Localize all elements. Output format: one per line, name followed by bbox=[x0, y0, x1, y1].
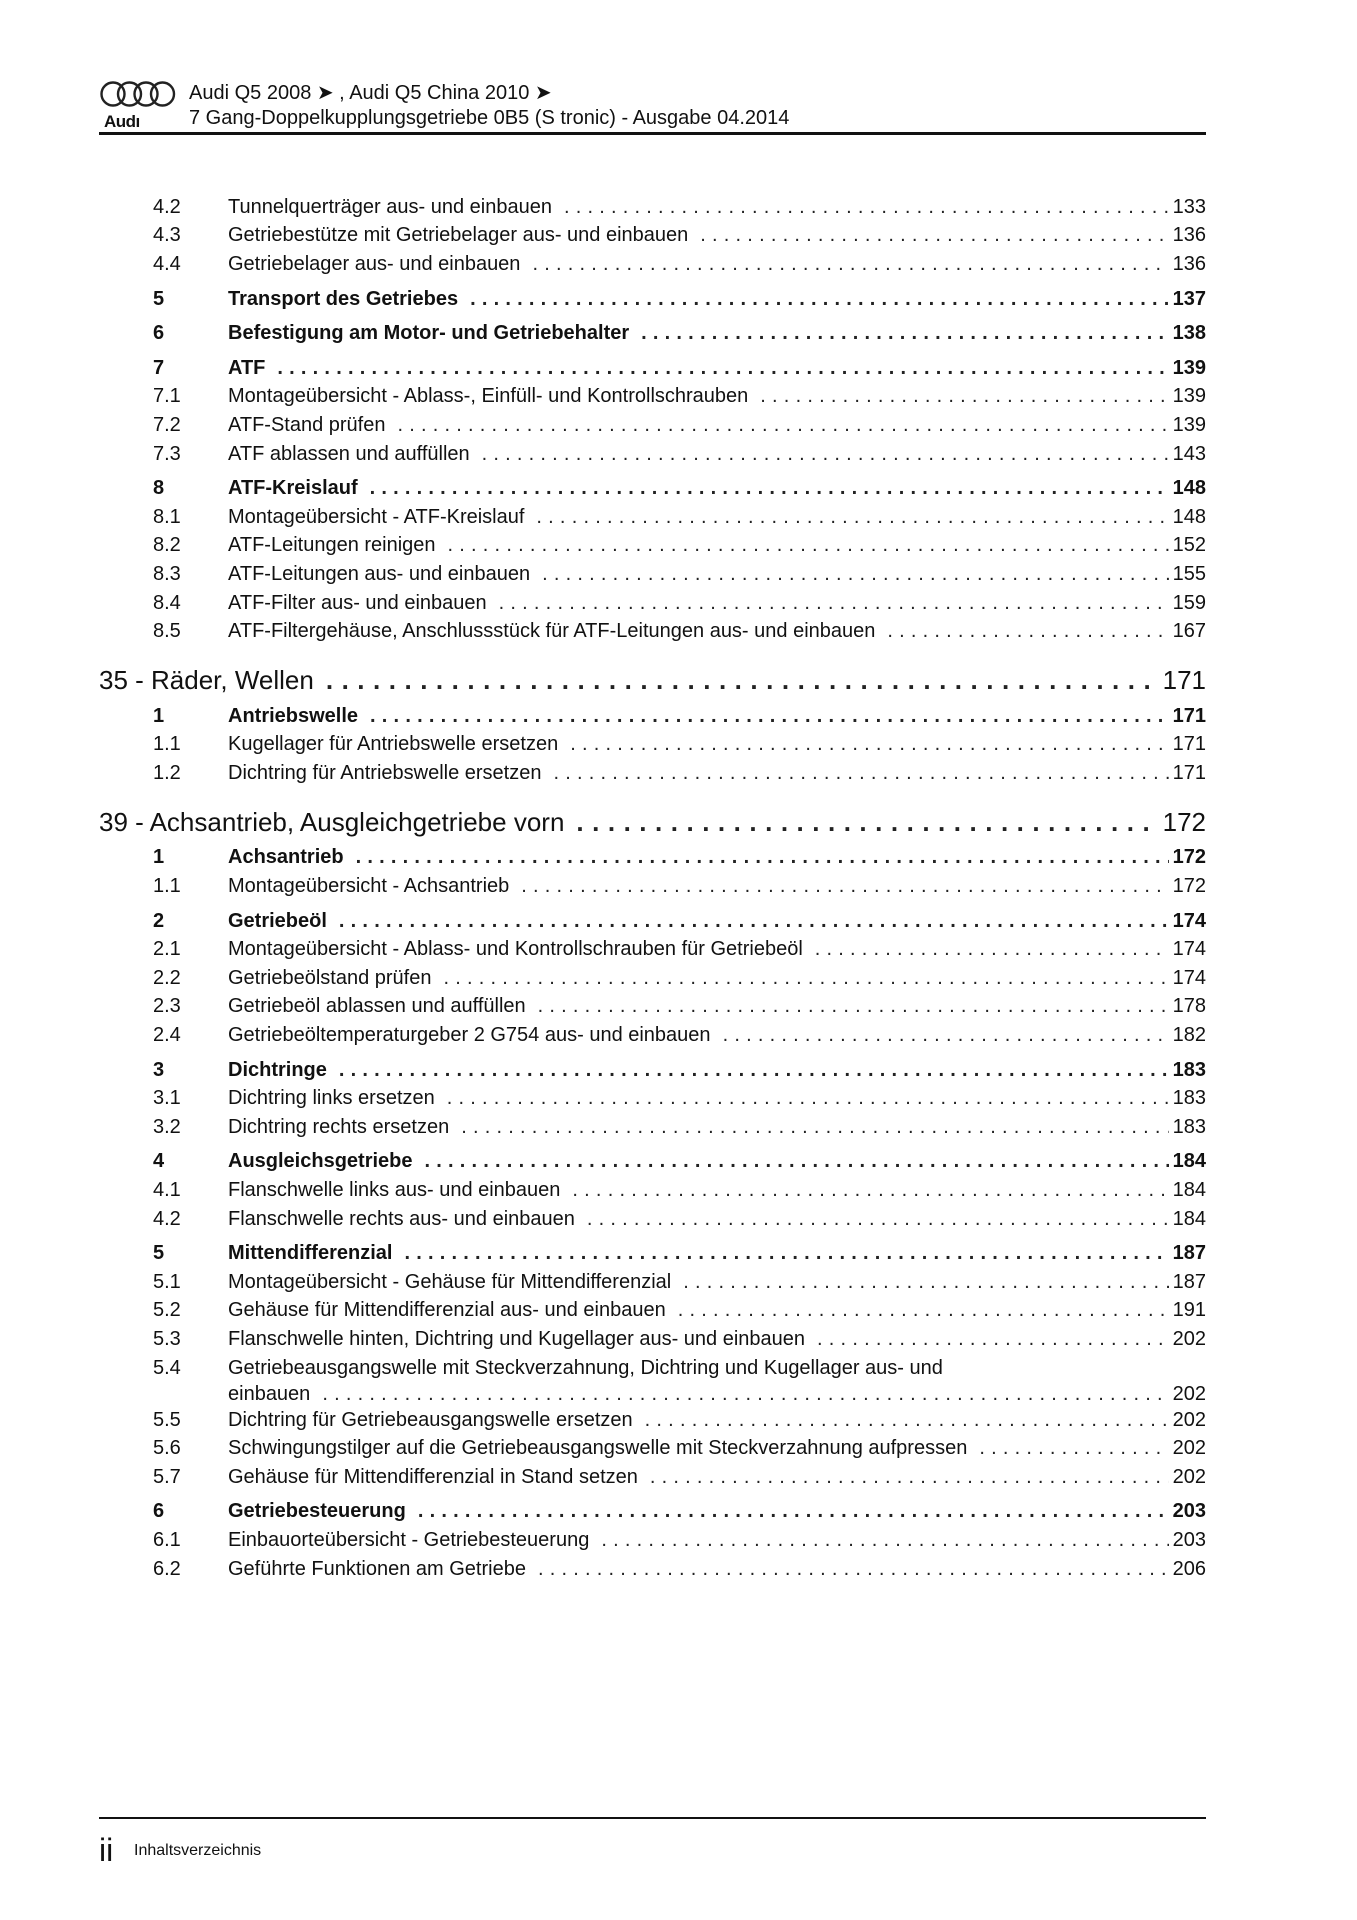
toc-entry[interactable] bbox=[99, 935, 1206, 964]
toc-entry-page: 184 bbox=[1172, 1179, 1206, 1202]
toc-entry-page: 202 bbox=[1172, 1327, 1206, 1350]
toc-entry-page: 143 bbox=[1172, 442, 1206, 465]
footer-divider bbox=[99, 1817, 1206, 1819]
toc-entry-page: 203 bbox=[1172, 1500, 1206, 1523]
toc-entry-title: Dichtring links ersetzen bbox=[228, 1087, 435, 1110]
toc-entry-number: 7.2 bbox=[153, 413, 181, 436]
toc-entry-number: 6.1 bbox=[153, 1528, 181, 1551]
toc-entry-title: 39 - Achsantrieb, Ausgleichgetriebe vorn bbox=[99, 806, 565, 837]
toc-entry-page: 184 bbox=[1172, 1207, 1206, 1230]
dot-leader bbox=[641, 322, 1168, 345]
toc-entry[interactable] bbox=[99, 1354, 1206, 1406]
toc-entry[interactable] bbox=[99, 1239, 1206, 1268]
toc-entry[interactable] bbox=[99, 1021, 1206, 1050]
dot-leader bbox=[576, 807, 1158, 838]
dot-leader bbox=[339, 1059, 1169, 1082]
toc-entry-number: 3 bbox=[153, 1058, 165, 1081]
dot-leader bbox=[587, 1208, 1169, 1231]
toc-entry-number: 8.1 bbox=[153, 505, 181, 528]
toc-entry[interactable] bbox=[99, 354, 1206, 383]
toc-entry-page: 191 bbox=[1172, 1299, 1206, 1322]
toc-entry-number: 2.4 bbox=[153, 1024, 181, 1047]
dot-leader bbox=[979, 1437, 1168, 1460]
toc-entry-number: 4.4 bbox=[153, 252, 181, 275]
toc-entry[interactable] bbox=[99, 285, 1206, 314]
dot-leader bbox=[470, 288, 1169, 311]
toc-entry-title: Montageübersicht - Ablass- und Kontrollschrauben für Getriebeöl bbox=[228, 938, 803, 961]
dot-leader bbox=[447, 1087, 1169, 1110]
dot-leader bbox=[723, 1024, 1169, 1047]
toc-entry-page: 148 bbox=[1172, 477, 1206, 500]
toc-entry-number: 1.2 bbox=[153, 761, 181, 784]
toc-entry-page: 171 bbox=[1172, 733, 1206, 756]
toc-entry-number: 4.2 bbox=[153, 1207, 181, 1230]
toc-entry-number: 5.7 bbox=[153, 1465, 181, 1488]
toc-entry-title: ATF-Filter aus- und einbauen bbox=[228, 591, 487, 614]
dot-leader bbox=[482, 443, 1169, 466]
toc-entry-number: 2 bbox=[153, 909, 165, 932]
toc-entry-page: 187 bbox=[1172, 1270, 1206, 1293]
toc-entry[interactable] bbox=[99, 731, 1206, 760]
toc-entry-number: 5.5 bbox=[153, 1408, 181, 1431]
toc-entry-title: Getriebelager aus- und einbauen bbox=[228, 252, 521, 275]
toc-entry-title: Geführte Funktionen am Getriebe bbox=[228, 1557, 526, 1580]
header-vehicle-line: Audi Q5 2008 ➤ , Audi Q5 China 2010 ➤ bbox=[189, 82, 552, 104]
toc-entry[interactable] bbox=[99, 759, 1206, 788]
dot-leader bbox=[700, 224, 1168, 247]
toc-entry-number: 8.2 bbox=[153, 534, 181, 557]
dot-leader bbox=[397, 414, 1168, 437]
dot-leader bbox=[521, 875, 1168, 898]
audi-wordmark: Audı bbox=[104, 112, 140, 131]
dot-leader bbox=[650, 1466, 1169, 1489]
toc-entry-title: Getriebeölstand prüfen bbox=[228, 966, 432, 989]
toc-entry-page: 152 bbox=[1172, 534, 1206, 557]
dot-leader bbox=[448, 534, 1169, 557]
toc-entry[interactable] bbox=[99, 872, 1206, 901]
dot-leader bbox=[601, 1529, 1168, 1552]
dot-leader bbox=[553, 762, 1168, 785]
toc-entry-title: Montageübersicht - ATF-Kreislauf bbox=[228, 505, 525, 528]
toc-entry[interactable] bbox=[99, 222, 1206, 251]
toc-entry-title: Getriebestütze mit Getriebelager aus- und einbauen bbox=[228, 224, 689, 247]
toc-entry-page: 172 bbox=[1172, 846, 1206, 869]
toc-entry-page: 202 bbox=[1172, 1408, 1206, 1431]
toc-entry[interactable] bbox=[99, 1268, 1206, 1297]
toc-entry-title: ATF-Stand prüfen bbox=[228, 413, 386, 436]
toc-entry-page: 203 bbox=[1172, 1528, 1206, 1551]
toc-entry[interactable] bbox=[99, 383, 1206, 412]
toc-entry[interactable] bbox=[99, 250, 1206, 279]
toc-entry[interactable] bbox=[99, 1148, 1206, 1177]
toc-entry[interactable] bbox=[99, 1434, 1206, 1463]
toc-entry[interactable] bbox=[99, 1555, 1206, 1584]
toc-entry-title: Dichtring für Getriebeausgangswelle ersetzen bbox=[228, 1408, 633, 1431]
toc-entry-page: 139 bbox=[1172, 385, 1206, 408]
dot-leader bbox=[356, 846, 1169, 869]
toc-entry[interactable] bbox=[99, 1297, 1206, 1326]
toc-entry[interactable] bbox=[99, 1498, 1206, 1527]
toc-entry-title: Gehäuse für Mittendifferenzial aus- und einbauen bbox=[228, 1299, 666, 1322]
dot-leader bbox=[572, 1179, 1168, 1202]
toc-entry-page: 167 bbox=[1172, 620, 1206, 643]
toc-entry-title: ATF bbox=[228, 356, 266, 379]
toc-entry-page: 183 bbox=[1172, 1058, 1206, 1081]
dot-leader bbox=[277, 357, 1168, 380]
toc-entry-number: 7.3 bbox=[153, 442, 181, 465]
dot-leader bbox=[532, 253, 1168, 276]
toc-entry-number: 1 bbox=[153, 846, 165, 869]
toc-entry-title: Flanschwelle rechts aus- und einbauen bbox=[228, 1207, 575, 1230]
toc-entry-number: 1.1 bbox=[153, 733, 181, 756]
toc-entry-number: 8.5 bbox=[153, 620, 181, 643]
dot-leader bbox=[683, 1271, 1168, 1294]
toc-entry-title: ATF-Kreislauf bbox=[228, 477, 358, 500]
toc-entry[interactable] bbox=[99, 474, 1206, 503]
toc-entry[interactable] bbox=[99, 1176, 1206, 1205]
toc-entry-page: 206 bbox=[1172, 1557, 1206, 1580]
toc-entry-title: Montageübersicht - Ablass-, Einfüll- und Kontrollschrauben bbox=[228, 385, 749, 408]
dot-leader bbox=[570, 733, 1168, 756]
toc-entry-title-continued: einbauen bbox=[228, 1382, 311, 1405]
toc-entry[interactable] bbox=[99, 964, 1206, 993]
toc-entry[interactable] bbox=[99, 844, 1206, 873]
toc-entry-page: 133 bbox=[1172, 195, 1206, 218]
toc-entry[interactable] bbox=[99, 193, 1206, 222]
toc-entry[interactable] bbox=[99, 907, 1206, 936]
dot-leader bbox=[645, 1409, 1169, 1432]
dot-leader bbox=[564, 196, 1169, 219]
dot-leader bbox=[339, 910, 1169, 933]
dot-leader bbox=[370, 705, 1169, 728]
toc-entry[interactable] bbox=[99, 411, 1206, 440]
toc-entry-title: Getriebeöltemperaturgeber 2 G754 aus- und einbauen bbox=[228, 1024, 711, 1047]
toc-entry[interactable] bbox=[99, 532, 1206, 561]
toc-entry[interactable] bbox=[99, 503, 1206, 532]
toc-entry-number: 8.3 bbox=[153, 562, 181, 585]
toc-entry-number: 8 bbox=[153, 477, 165, 500]
toc-entry-page: 202 bbox=[1172, 1382, 1206, 1405]
toc-entry-number: 1 bbox=[153, 704, 165, 727]
toc-entry-number: 7 bbox=[153, 356, 165, 379]
toc-entry-number: 4.2 bbox=[153, 195, 181, 218]
dot-leader bbox=[322, 1383, 1168, 1406]
toc-entry-page: 183 bbox=[1172, 1115, 1206, 1138]
toc-entry-number: 7.1 bbox=[153, 385, 181, 408]
toc-entry-page: 138 bbox=[1172, 322, 1206, 345]
toc-entry-page: 174 bbox=[1172, 938, 1206, 961]
toc-entry-page: 183 bbox=[1172, 1087, 1206, 1110]
toc-entry[interactable] bbox=[99, 560, 1206, 589]
toc-entry-title: Gehäuse für Mittendifferenzial in Stand setzen bbox=[228, 1465, 638, 1488]
toc-entry-number: 5.3 bbox=[153, 1327, 181, 1350]
toc-entry[interactable] bbox=[99, 665, 1206, 696]
toc-entry-page: 187 bbox=[1172, 1242, 1206, 1265]
toc-entry-number: 5.6 bbox=[153, 1437, 181, 1460]
toc-entry-title: ATF-Leitungen aus- und einbauen bbox=[228, 562, 531, 585]
toc-entry-page: 172 bbox=[1172, 875, 1206, 898]
toc-entry-page: 178 bbox=[1172, 995, 1206, 1018]
toc-entry-number: 6 bbox=[153, 322, 165, 345]
dot-leader bbox=[326, 665, 1159, 696]
toc-entry-title: Getriebeöl ablassen und auffüllen bbox=[228, 995, 526, 1018]
toc-entry[interactable] bbox=[99, 1526, 1206, 1555]
toc-entry-title: Ausgleichsgetriebe bbox=[228, 1150, 413, 1173]
toc-entry-title: Befestigung am Motor- und Getriebehalter bbox=[228, 322, 630, 345]
toc-entry-page: 139 bbox=[1172, 356, 1206, 379]
toc-entry-page: 137 bbox=[1172, 287, 1206, 310]
dot-leader bbox=[542, 563, 1169, 586]
toc-entry[interactable] bbox=[99, 1325, 1206, 1354]
toc-entry-number: 4.3 bbox=[153, 224, 181, 247]
toc-entry-title: ATF ablassen und auffüllen bbox=[228, 442, 470, 465]
toc-entry-number: 6 bbox=[153, 1500, 165, 1523]
toc-entry-page: 174 bbox=[1172, 966, 1206, 989]
toc-entry-page: 202 bbox=[1172, 1437, 1206, 1460]
toc-entry[interactable] bbox=[99, 1205, 1206, 1234]
toc-entry-title: Kugellager für Antriebswelle ersetzen bbox=[228, 733, 559, 756]
toc-entry-title: ATF-Leitungen reinigen bbox=[228, 534, 436, 557]
toc-entry-number: 1.1 bbox=[153, 875, 181, 898]
toc-entry-title: Getriebeausgangswelle mit Steckverzahnung, Dichtring und Kugellager aus- und bbox=[228, 1356, 943, 1379]
dot-leader bbox=[536, 506, 1168, 529]
dot-leader bbox=[817, 1328, 1169, 1351]
toc-entry-title: Montageübersicht - Achsantrieb bbox=[228, 875, 510, 898]
toc-entry-title: Dichtringe bbox=[228, 1058, 327, 1081]
table-of-contents bbox=[99, 193, 1206, 1583]
dot-leader bbox=[538, 1558, 1169, 1581]
toc-entry-page: 155 bbox=[1172, 562, 1206, 585]
toc-entry-number: 2.2 bbox=[153, 966, 181, 989]
toc-entry-page: 171 bbox=[1162, 664, 1206, 695]
toc-entry-number: 3.1 bbox=[153, 1087, 181, 1110]
toc-entry[interactable] bbox=[99, 1406, 1206, 1435]
toc-entry[interactable] bbox=[99, 702, 1206, 731]
toc-entry-title: Antriebswelle bbox=[228, 704, 359, 727]
toc-entry-title: Dichtring für Antriebswelle ersetzen bbox=[228, 761, 542, 784]
toc-entry-number: 3.2 bbox=[153, 1115, 181, 1138]
toc-entry-page: 171 bbox=[1172, 704, 1206, 727]
toc-entry-number: 2.3 bbox=[153, 995, 181, 1018]
toc-entry-title: Einbauorteübersicht - Getriebesteuerung bbox=[228, 1528, 590, 1551]
toc-entry[interactable] bbox=[99, 1113, 1206, 1142]
toc-entry-page: 184 bbox=[1172, 1150, 1206, 1173]
toc-entry-number: 5.4 bbox=[153, 1356, 181, 1379]
toc-entry-title: Getriebesteuerung bbox=[228, 1500, 406, 1523]
toc-entry-title: Dichtring rechts ersetzen bbox=[228, 1115, 450, 1138]
toc-entry-number: 4.1 bbox=[153, 1179, 181, 1202]
dot-leader bbox=[370, 477, 1169, 500]
toc-entry-title: Flanschwelle hinten, Dichtring und Kugellager aus- und einbauen bbox=[228, 1327, 806, 1350]
toc-entry[interactable] bbox=[99, 807, 1206, 838]
header-manual-title: 7 Gang-Doppelkupplungsgetriebe 0B5 (S tronic) - Ausgabe 04.2014 bbox=[189, 107, 790, 129]
dot-leader bbox=[499, 592, 1169, 615]
toc-entry-title: 35 - Räder, Wellen bbox=[99, 664, 314, 695]
dot-leader bbox=[538, 995, 1169, 1018]
toc-entry-title: Flanschwelle links aus- und einbauen bbox=[228, 1179, 561, 1202]
header-divider bbox=[99, 132, 1206, 135]
toc-entry-page: 171 bbox=[1172, 761, 1206, 784]
toc-entry-page: 136 bbox=[1172, 224, 1206, 247]
toc-entry-title: Montageübersicht - Gehäuse für Mittendifferenzial bbox=[228, 1270, 672, 1293]
toc-entry-title: Tunnelquerträger aus- und einbauen bbox=[228, 195, 552, 218]
footer-section-name: Inhaltsverzeichnis bbox=[134, 1842, 262, 1859]
dot-leader bbox=[461, 1116, 1168, 1139]
toc-entry-number: 5.2 bbox=[153, 1299, 181, 1322]
toc-entry-number: 4 bbox=[153, 1150, 165, 1173]
dot-leader bbox=[760, 385, 1168, 408]
toc-entry[interactable] bbox=[99, 589, 1206, 618]
toc-entry[interactable] bbox=[99, 440, 1206, 469]
toc-entry-title: ATF-Filtergehäuse, Anschlussstück für ATF-Leitungen aus- und einbauen bbox=[228, 620, 876, 643]
dot-leader bbox=[887, 620, 1168, 643]
toc-entry[interactable] bbox=[99, 1463, 1206, 1492]
toc-entry-number: 6.2 bbox=[153, 1557, 181, 1580]
footer-page-number: ii bbox=[99, 1832, 114, 1868]
toc-entry[interactable] bbox=[99, 617, 1206, 646]
toc-entry-title: Transport des Getriebes bbox=[228, 287, 459, 310]
toc-entry[interactable] bbox=[99, 319, 1206, 348]
toc-entry-page: 148 bbox=[1172, 505, 1206, 528]
toc-entry-page: 172 bbox=[1162, 806, 1206, 837]
toc-entry-page: 136 bbox=[1172, 252, 1206, 275]
toc-entry-title: Schwingungstilger auf die Getriebeausgangswelle mit Steckverzahnung aufpressen bbox=[228, 1437, 968, 1460]
toc-entry-page: 202 bbox=[1172, 1465, 1206, 1488]
toc-entry-title: Achsantrieb bbox=[228, 846, 344, 869]
toc-entry-number: 2.1 bbox=[153, 938, 181, 961]
toc-entry-page: 174 bbox=[1172, 909, 1206, 932]
dot-leader bbox=[815, 938, 1169, 961]
toc-entry[interactable] bbox=[99, 1084, 1206, 1113]
toc-entry-number: 5 bbox=[153, 287, 165, 310]
toc-entry-page: 139 bbox=[1172, 413, 1206, 436]
audi-rings-logo bbox=[99, 80, 177, 108]
dot-leader bbox=[404, 1242, 1168, 1265]
toc-entry[interactable] bbox=[99, 993, 1206, 1022]
dot-leader bbox=[425, 1150, 1169, 1173]
dot-leader bbox=[678, 1299, 1169, 1322]
toc-entry-number: 5.1 bbox=[153, 1270, 181, 1293]
toc-entry-number: 8.4 bbox=[153, 591, 181, 614]
toc-entry-title: Getriebeöl bbox=[228, 909, 327, 932]
toc-entry-number: 5 bbox=[153, 1242, 165, 1265]
toc-entry-page: 182 bbox=[1172, 1024, 1206, 1047]
toc-entry[interactable] bbox=[99, 1056, 1206, 1085]
toc-entry-title: Mittendifferenzial bbox=[228, 1242, 393, 1265]
dot-leader bbox=[418, 1500, 1169, 1523]
toc-entry-page: 159 bbox=[1172, 591, 1206, 614]
dot-leader bbox=[443, 967, 1168, 990]
